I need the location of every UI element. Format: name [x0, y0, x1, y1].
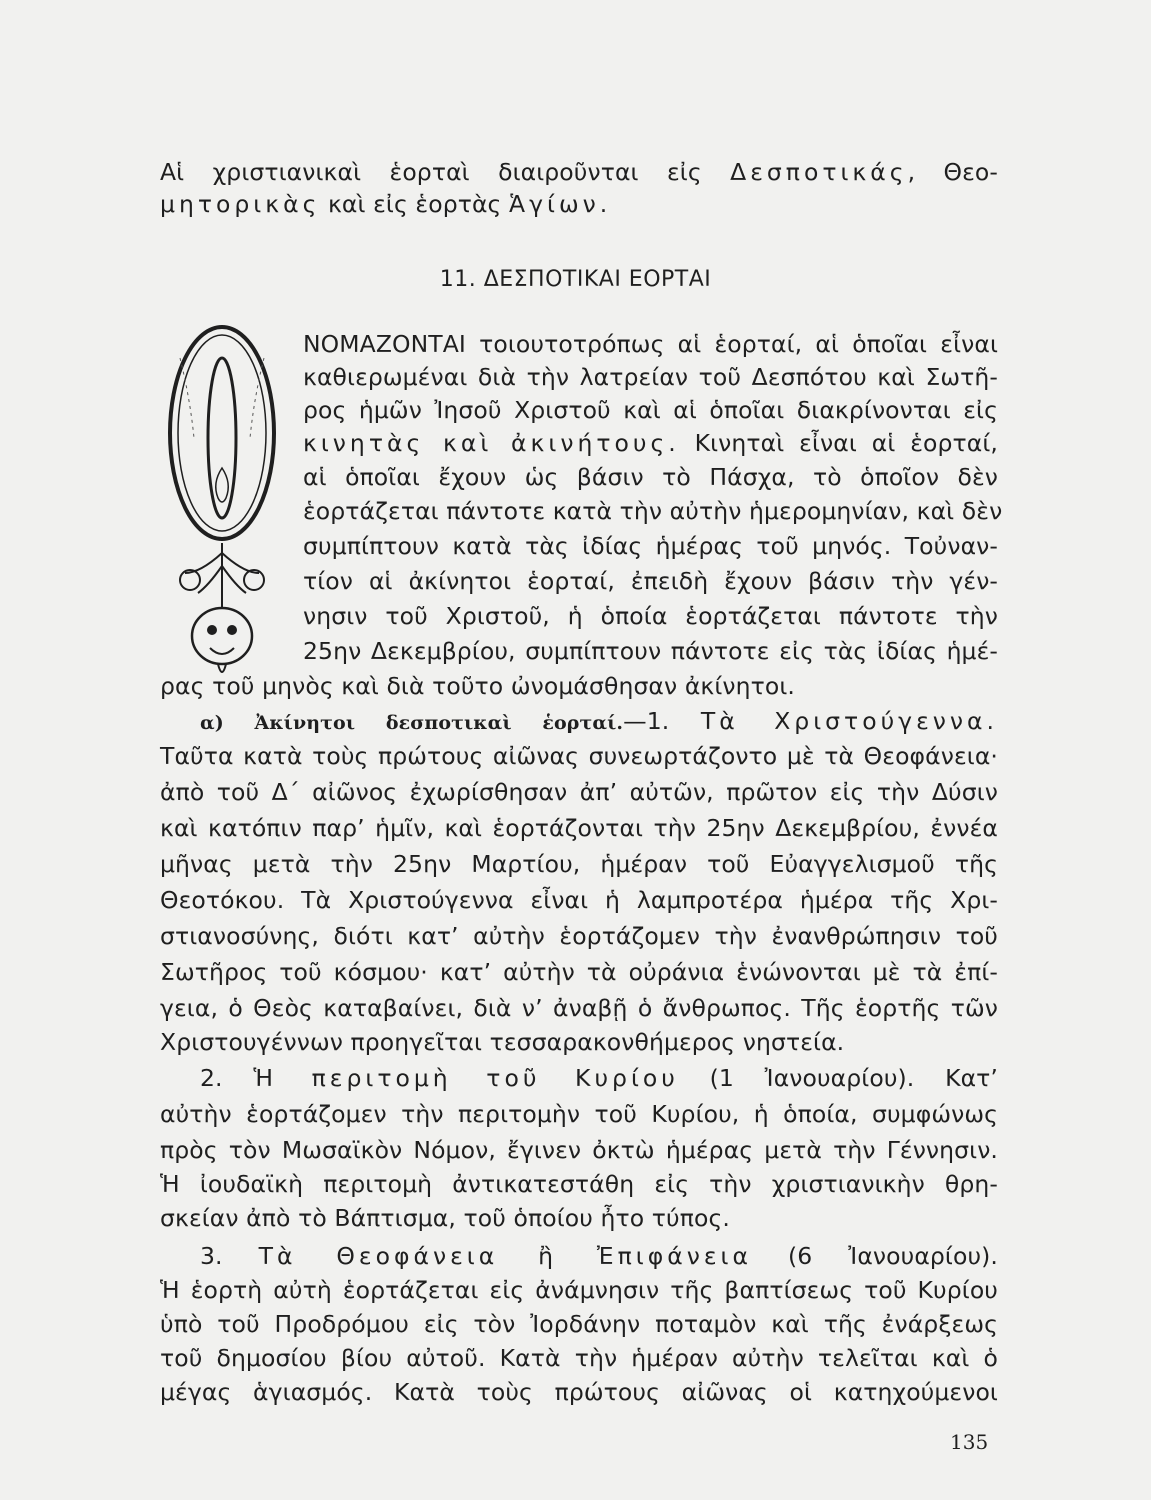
item3-line-4: μέγας ἁγιασμός. Κατὰ τοὺς πρώτους αἰῶνας οἱ κατηχούμενοι	[160, 1378, 998, 1406]
intro-spaced-term: Δεσποτικάς	[730, 158, 908, 186]
para1-line-3: καὶ κατόπιν παρ’ ἡμῖν, καὶ ἑορτάζονται τὴν 25ην Δεκεμβρίου, ἐννέα	[160, 814, 998, 842]
item2-date: (1 Ἰανουαρίου). Κατ’	[678, 1064, 998, 1092]
drop-line-5: αἱ ὁποῖαι ἔχουν ὡς βάσιν τὸ Πάσχα, τὸ ὁποῖον δὲν	[303, 463, 998, 491]
page-number: 135	[950, 1430, 989, 1454]
drop-line-4-text: Κινηταὶ εἶναι αἱ ἑορταί,	[694, 429, 998, 457]
drop-line-8: τίον αἱ ἀκίνητοι ἑορταί, ἐπειδὴ ἔχουν βάσιν τὴν γέν-	[303, 567, 998, 595]
item2-line-3: Ἡ ἰουδαϊκὴ περιτομὴ ἀντικατεστάθη εἰς τὴν χριστιανικὴν θρη-	[160, 1170, 998, 1198]
intro-line-1	[160, 156, 998, 188]
para1-line-6: στιανοσύνης, διότι κατ’ αὐτὴν ἑορτάζομεν τὴν ἐνανθρώπησιν τοῦ	[160, 922, 998, 950]
intro-text: .	[599, 190, 608, 218]
item3-title: Τὰ Θεοφάνεια ἢ Ἐπιφάνεια	[258, 1242, 752, 1270]
drop-line-10: 25ην Δεκεμβρίου, συμπίπτουν πάντοτε εἰς τὰς ἰδίας ἡμέ-	[303, 637, 998, 665]
item3-heading-line	[200, 1240, 998, 1272]
drop-line-2: καθιερωμέναι διὰ τὴν λατρείαν τοῦ Δεσπότου καὶ Σωτῆ-	[303, 363, 998, 391]
drop-line-3: ρος ἡμῶν Ἰησοῦ Χριστοῦ καὶ αἱ ὁποῖαι διακρίνονται εἰς	[303, 396, 998, 424]
para1-line-2: ἀπὸ τοῦ Δ΄ αἰῶνος ἐχωρίσθησαν ἀπ’ αὐτῶν, πρῶτον εἰς τὴν Δύσιν	[160, 778, 998, 806]
intro-line-2	[160, 188, 998, 220]
para1-line-5: Θεοτόκου. Τὰ Χριστούγεννα εἶναι ἡ λαμπροτέρα ἡμέρα τῆς Χρι-	[160, 886, 998, 914]
para1-line-1: Ταῦτα κατὰ τοὺς πρώτους αἰῶνας συνεωρτάζοντο μὲ τὰ Θεοφάνεια·	[160, 742, 998, 770]
item3-line-1: Ἡ ἑορτὴ αὐτὴ ἑορτάζεται εἰς ἀνάμνησιν τῆς βαπτίσεως τοῦ Κυρίου	[160, 1276, 998, 1304]
intro-text: , Θεο-	[907, 158, 998, 186]
item2-line-4: σκείαν ἀπὸ τὸ Βάπτισμα, τοῦ ὁποίου ἦτο τύπος.	[160, 1204, 730, 1232]
item2-line-2: πρὸς τὸν Μωσαϊκὸν Νόμον, ἔγινεν ὀκτὼ ἡμέρας μετὰ τὴν Γέννησιν.	[160, 1136, 998, 1164]
drop-line-7: συμπίπτουν κατὰ τὰς ἰδίας ἡμέρας τοῦ μηνός. Τοὐναν-	[303, 532, 998, 560]
item3-line-2: ὑπὸ τοῦ Προδρόμου εἰς τὸν Ἰορδάνην ποταμὸν καὶ τῆς ἐνάρξεως	[160, 1310, 998, 1338]
subsection-title: Τὰ Χριστούγεννα.	[700, 707, 999, 735]
para1-line-9: Χριστουγέννων προηγεῖται τεσσαρακονθήμερος νηστεία.	[160, 1028, 845, 1056]
spaced-term: κινητὰς καὶ ἀκινήτους.	[303, 429, 680, 457]
drop-cap-ornament-icon	[160, 318, 290, 698]
para1-line-4: μῆνας μετὰ τὴν 25ην Μαρτίου, ἡμέραν τοῦ Εὐαγγελισμοῦ τῆς	[160, 850, 998, 878]
para1-line-7: Σωτῆρος τοῦ κόσμου· κατ’ αὐτὴν τὰ οὐράνια ἑνώνονται μὲ τὰ ἐπί-	[160, 958, 998, 986]
item3-line-3: τοῦ δημοσίου βίου αὐτοῦ. Κατὰ τὴν ἡμέραν αὐτὴν τελεῖται καὶ ὁ	[160, 1344, 998, 1372]
item2-number: 2.	[200, 1064, 254, 1092]
intro-text: καὶ εἰς ἑορτὰς	[320, 190, 510, 218]
subsection-number: —1.	[623, 707, 701, 735]
after-drop-line: ρας τοῦ μηνὸς καὶ διὰ τοῦτο ὠνομάσθησαν ἀκίνητοι.	[160, 672, 795, 700]
intro-text: Αἱ χριστιανικαὶ ἑορταὶ διαιροῦνται εἰς	[160, 158, 731, 186]
item2-line-1: αὐτὴν ἑορτάζομεν τὴν περιτομὴν τοῦ Κυρίου, ἡ ὁποία, συμφώνως	[160, 1100, 998, 1128]
drop-line-6: ἑορτάζεται πάντοτε κατὰ τὴν αὐτὴν ἡμερομηνίαν, καὶ δὲν	[303, 497, 1003, 525]
para1-line-8: γεια, ὁ Θεὸς καταβαίνει, διὰ ν’ ἀναβῇ ὁ ἄνθρωπος. Τῆς ἑορτῆς τῶν	[160, 994, 998, 1022]
item2-heading-line	[200, 1062, 998, 1094]
section-heading: 11. ΔΕΣΠΟΤΙΚΑΙ ΕΟΡΤΑΙ	[439, 267, 712, 292]
item3-number: 3.	[200, 1242, 259, 1270]
drop-line-1: ΝΟΜΑΖΟΝΤΑΙ τοιουτοτρόπως αἱ ἑορταί, αἱ ὁποῖαι εἶναι	[303, 330, 998, 358]
drop-line-4	[303, 427, 998, 459]
intro-spaced-term: μητορικὰς	[160, 190, 321, 218]
item3-date: (6 Ἰανουαρίου).	[751, 1242, 998, 1270]
intro-spaced-term: Ἁγίων	[509, 190, 600, 218]
subsection-label: α) Ἀκίνητοι δεσποτικαὶ ἑορταί.	[200, 712, 624, 734]
item2-title: Ἡ περιτομὴ τοῦ Κυρίου	[253, 1064, 679, 1092]
drop-line-9: νησιν τοῦ Χριστοῦ, ἡ ὁποία ἑορτάζεται πάντοτε τὴν	[303, 602, 998, 630]
subsection-line	[200, 705, 998, 737]
